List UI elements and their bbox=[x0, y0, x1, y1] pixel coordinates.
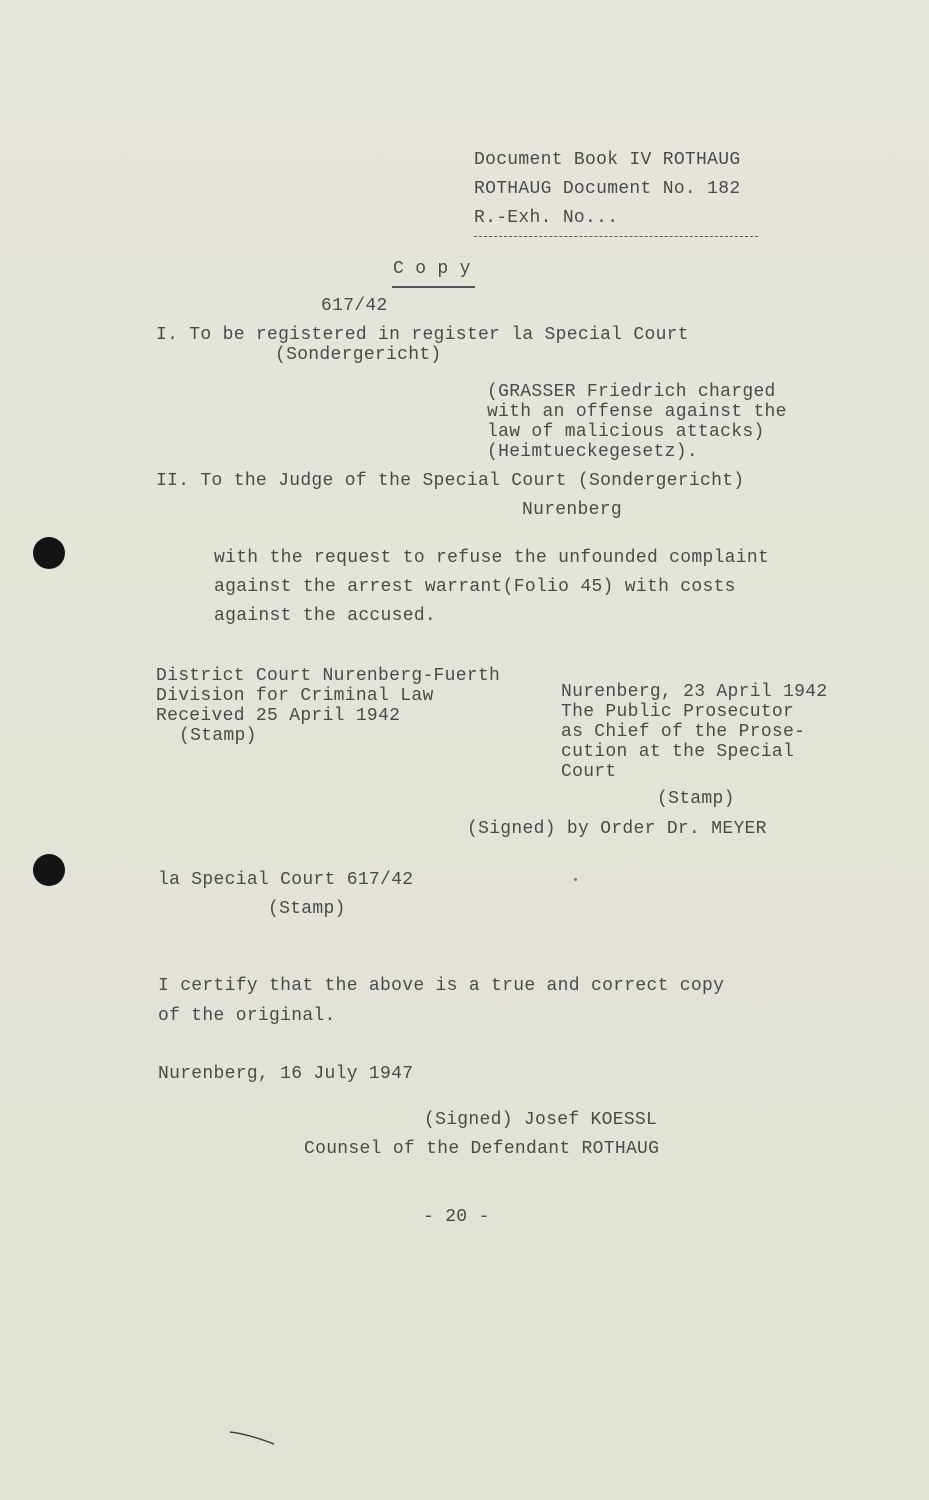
charge-line-2: with an offense against the bbox=[487, 402, 787, 422]
special-court-line: la Special Court 617/42 bbox=[158, 870, 414, 890]
copy-label: C o p y bbox=[393, 259, 471, 279]
request-line-3: against the accused. bbox=[214, 606, 437, 626]
special-court-stamp: (Stamp) bbox=[268, 899, 346, 919]
prosecutor-line-5: Court bbox=[561, 762, 617, 782]
district-court-line-2: Division for Criminal Law bbox=[156, 686, 434, 706]
prosecutor-line-4: cution at the Special bbox=[561, 742, 795, 762]
district-court-line-3: Received 25 April 1942 bbox=[156, 706, 401, 726]
header-document-book: Document Book IV ROTHAUG bbox=[474, 150, 741, 170]
pencil-mark bbox=[228, 1428, 278, 1448]
certification-line-1: I certify that the above is a true and correct copy bbox=[158, 976, 725, 996]
page-number: - 20 - bbox=[423, 1207, 490, 1227]
charge-line-3: law of malicious attacks) bbox=[487, 422, 765, 442]
header-exhibit-number: R.-Exh. No... bbox=[474, 208, 619, 228]
punch-hole bbox=[33, 854, 65, 886]
place-date: Nurenberg, 16 July 1947 bbox=[158, 1064, 414, 1084]
signature-name: (Signed) Josef KOESSL bbox=[424, 1110, 658, 1130]
district-court-stamp: (Stamp) bbox=[179, 726, 257, 746]
certification-line-2: of the original. bbox=[158, 1006, 336, 1026]
charge-line-4: (Heimtueckegesetz). bbox=[487, 442, 698, 462]
prosecutor-line-3: as Chief of the Prose- bbox=[561, 722, 806, 742]
prosecutor-date: Nurenberg, 23 April 1942 bbox=[561, 682, 828, 702]
punch-hole bbox=[33, 537, 65, 569]
district-court-line-1: District Court Nurenberg-Fuerth bbox=[156, 666, 501, 686]
header-document-number: ROTHAUG Document No. 182 bbox=[474, 179, 741, 199]
prosecutor-line-2: The Public Prosecutor bbox=[561, 702, 795, 722]
prosecutor-signature: (Signed) by Order Dr. MEYER bbox=[467, 819, 767, 839]
copy-underline bbox=[392, 286, 475, 288]
signature-title: Counsel of the Defendant ROTHAUG bbox=[304, 1139, 660, 1159]
ink-speck bbox=[574, 878, 577, 881]
request-line-2: against the arrest warrant(Folio 45) with costs bbox=[214, 577, 736, 597]
file-number: 617/42 bbox=[321, 296, 388, 316]
section-one-court: (Sondergericht) bbox=[275, 345, 442, 365]
section-two-city: Nurenberg bbox=[522, 500, 622, 520]
request-line-1: with the request to refuse the unfounded complaint bbox=[214, 548, 770, 568]
section-two-text: II. To the Judge of the Special Court (Sondergericht) bbox=[156, 471, 745, 491]
prosecutor-stamp: (Stamp) bbox=[657, 789, 735, 809]
header-divider bbox=[474, 236, 758, 237]
section-one-text: I. To be registered in register la Special Court bbox=[156, 325, 689, 345]
charge-line-1: (GRASSER Friedrich charged bbox=[487, 382, 776, 402]
